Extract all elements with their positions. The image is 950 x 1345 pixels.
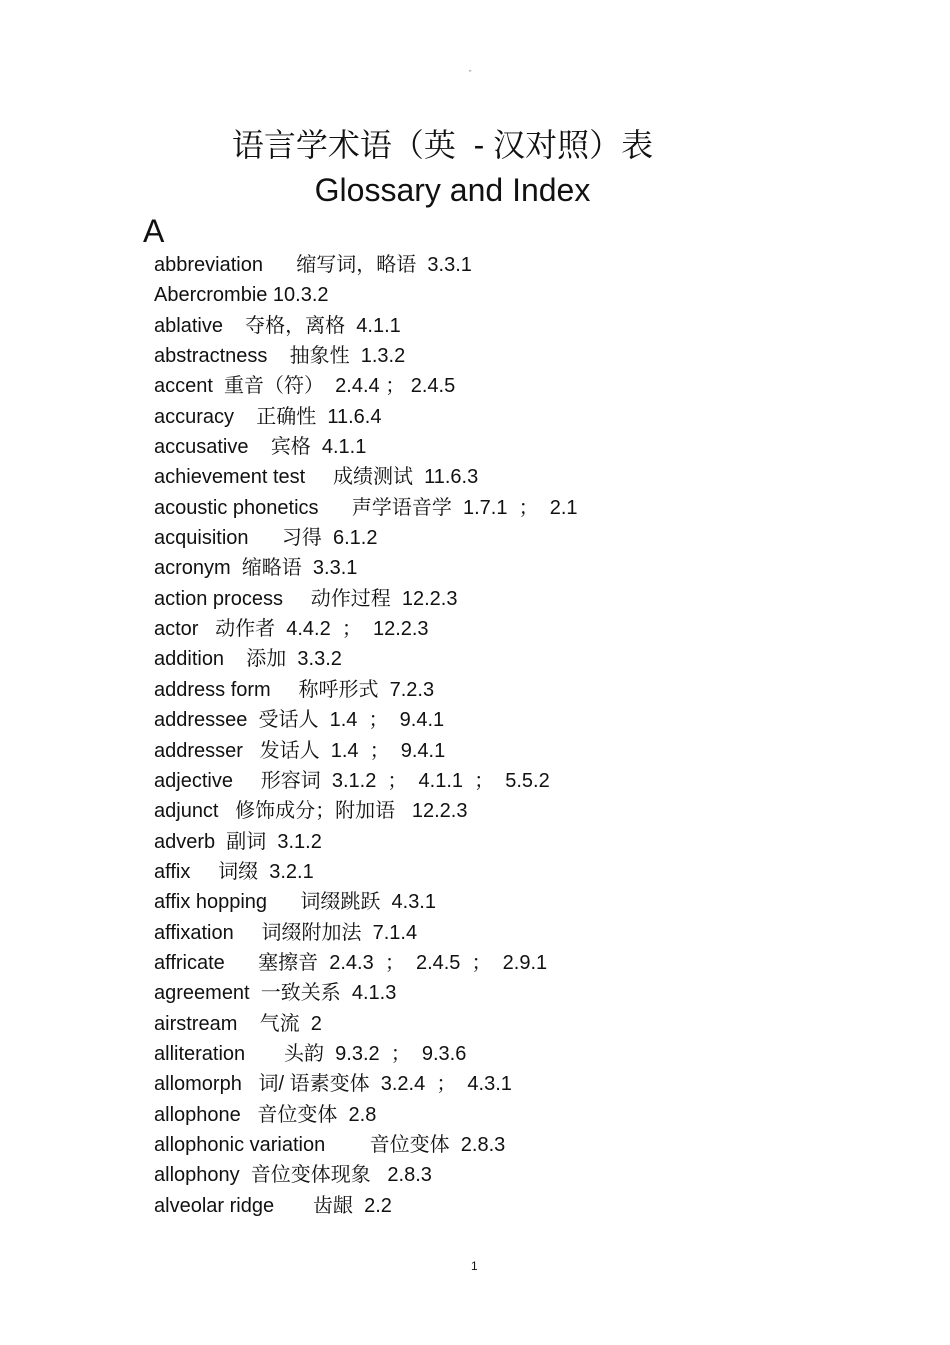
glossary-entry: allophone 音位变体 2.8	[154, 1103, 377, 1126]
glossary-entry: allomorph 词/ 语素变体 3.2.4 ； 4.3.1	[154, 1073, 512, 1096]
glossary-entry: acquisition 习得 6.1.2	[154, 527, 378, 550]
page-title-chinese: 语言学术语（英 - 汉对照）表	[231, 127, 654, 163]
glossary-entry: affix 词缀 3.2.1	[154, 860, 314, 883]
glossary-entry: action process 动作过程 12.2.3	[154, 587, 458, 610]
glossary-entry: affixation 词缀附加法 7.1.4	[154, 921, 418, 944]
section-heading-letter: A	[143, 213, 165, 249]
header-mark: "	[469, 70, 472, 77]
glossary-entry: address form 称呼形式 7.2.3	[154, 678, 435, 701]
glossary-entry: abbreviation 缩写词，略语 3.3.1	[154, 254, 472, 276]
glossary-entry: adjective 形容词 3.1.2 ； 4.1.1 ； 5.5.2	[154, 769, 550, 792]
glossary-entry: addition 添加 3.3.2	[154, 648, 342, 671]
glossary-entry: accuracy 正确性 11.6.4	[154, 405, 382, 428]
glossary-entry: addressee 受话人 1.4 ； 9.4.1	[154, 709, 445, 732]
glossary-entry-list	[154, 250, 578, 1221]
glossary-entry: accusative 宾格 4.1.1	[154, 436, 367, 459]
glossary-entry: ablative 夺格，离格 4.1.1	[154, 314, 401, 337]
glossary-entry: acronym 缩略语 3.3.1	[154, 557, 358, 580]
page-number: 1	[471, 1259, 478, 1273]
glossary-entry: actor 动作者 4.4.2 ； 12.2.3	[154, 618, 429, 641]
glossary-entry: achievement test 成绩测试 11.6.3	[154, 466, 479, 489]
glossary-entry: accent 重音（符） 2.4.4 ； 2.4.5	[154, 375, 456, 398]
glossary-entry: addresser 发话人 1.4 ； 9.4.1	[154, 739, 446, 762]
glossary-entry: affix hopping 词缀跳跃 4.3.1	[154, 891, 436, 914]
glossary-entry: airstream 气流 2	[154, 1012, 322, 1035]
glossary-entry: adverb 副词 3.1.2	[154, 830, 322, 853]
glossary-entry: Abercrombie 10.3.2	[154, 284, 329, 307]
glossary-entry: agreement 一致关系 4.1.3	[154, 982, 397, 1005]
glossary-entry: acoustic phonetics 声学语音学 1.7.1 ； 2.1	[154, 496, 578, 519]
glossary-entry: allophonic variation 音位变体 2.8.3	[154, 1133, 506, 1156]
glossary-entry: adjunct 修饰成分；附加语 12.2.3	[154, 800, 468, 823]
glossary-entry: affricate 塞擦音 2.4.3 ； 2.4.5 ； 2.9.1	[154, 951, 548, 974]
page-title-english: Glossary and Index	[314, 172, 591, 208]
glossary-entry: allophony 音位变体现象 2.8.3	[154, 1164, 432, 1187]
glossary-entry: alveolar ridge 齿龈 2.2	[154, 1194, 392, 1217]
glossary-entry: abstractness 抽象性 1.3.2	[154, 345, 406, 368]
glossary-entry: alliteration 头韵 9.3.2 ； 9.3.6	[154, 1042, 467, 1065]
